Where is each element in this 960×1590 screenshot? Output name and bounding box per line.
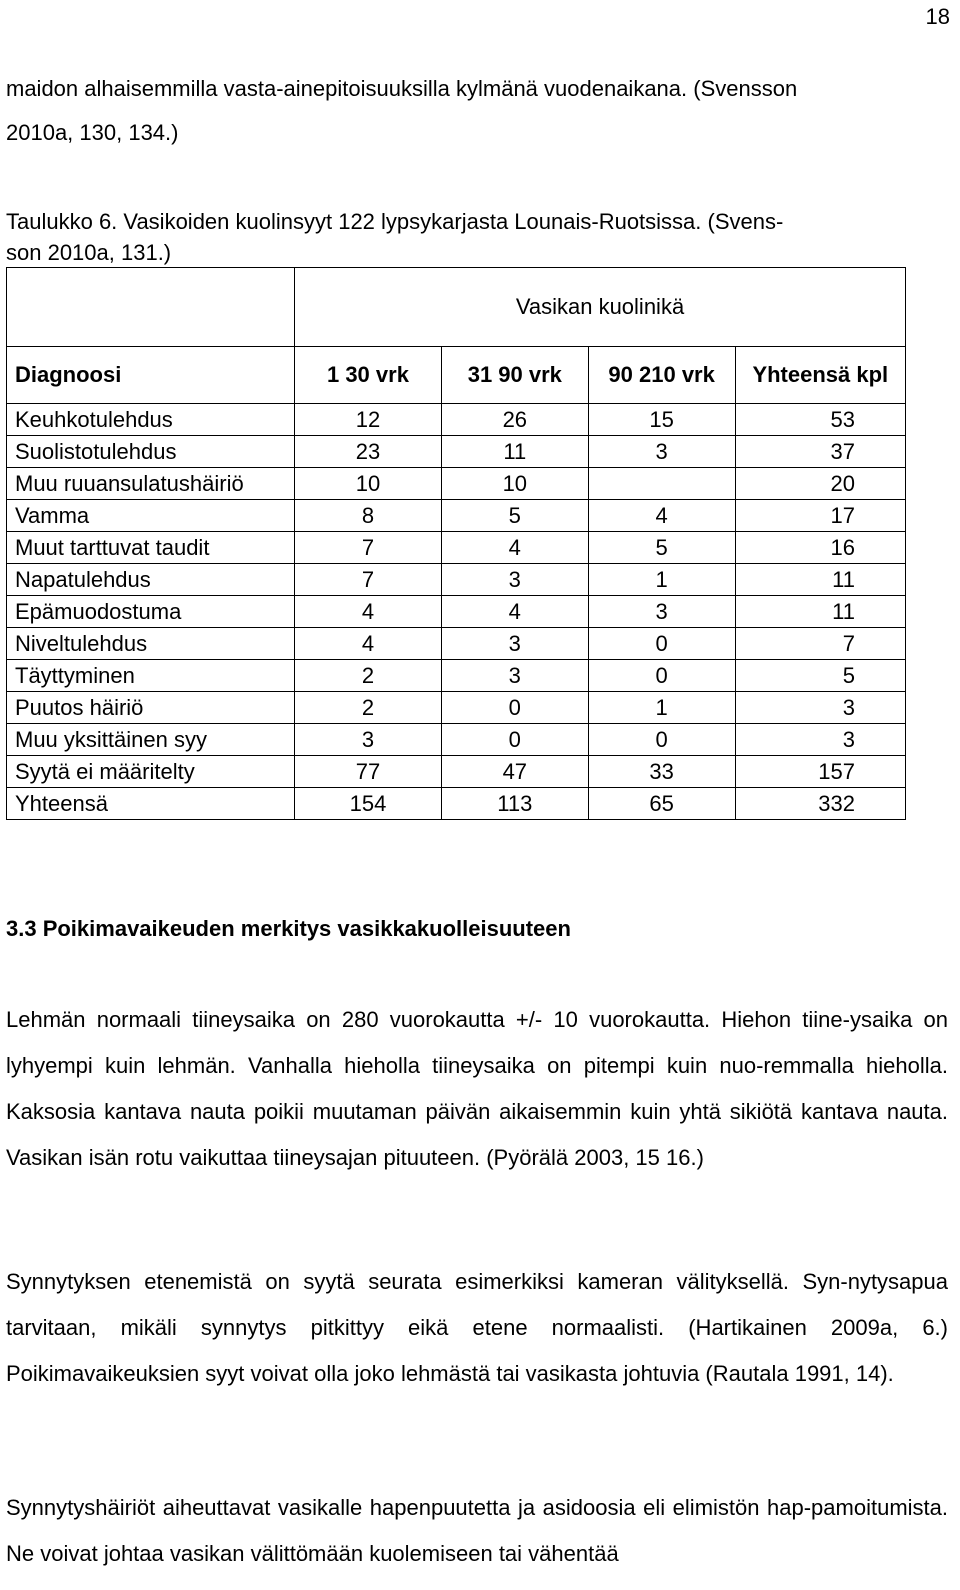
table-cell-diagnosis: Yhteensä xyxy=(7,788,295,820)
table-cell-diagnosis: Täyttyminen xyxy=(7,660,295,692)
table-row xyxy=(7,756,906,788)
intro-line-2: 2010a, 130, 134.) xyxy=(6,120,179,145)
table-cell-age-1-30: 10 xyxy=(295,468,442,500)
table-cell-age-31-90: 0 xyxy=(441,724,588,756)
table-cell-age-31-90: 47 xyxy=(441,756,588,788)
table-column-header-row xyxy=(7,347,906,404)
column-header-total: Yhteensä kpl xyxy=(735,347,905,404)
table-cell-diagnosis: Napatulehdus xyxy=(7,564,295,596)
table-cell-total: 332 xyxy=(735,788,905,820)
table-cell-total: 11 xyxy=(735,564,905,596)
table-row xyxy=(7,468,906,500)
page-number: 18 xyxy=(925,4,950,29)
table-cell-age-1-30: 7 xyxy=(295,564,442,596)
table-cell-age-90-210: 1 xyxy=(588,564,735,596)
table-cell-age-31-90: 26 xyxy=(441,404,588,436)
table-cell-total: 7 xyxy=(735,628,905,660)
intro-line-1: maidon alhaisemmilla vasta-ainepitoisuuksilla kylmänä vuodenaikana. (Svensson xyxy=(6,76,798,101)
table-row xyxy=(7,724,906,756)
table-cell-age-31-90: 3 xyxy=(441,660,588,692)
table-cell-age-31-90: 4 xyxy=(441,596,588,628)
table-caption-line-1: Taulukko 6. Vasikoiden kuolinsyyt 122 lypsykarjasta Lounais-Ruotsissa. (Svens- xyxy=(6,209,784,234)
table-cell-age-1-30: 4 xyxy=(295,628,442,660)
table-cell-diagnosis: Suolistotulehdus xyxy=(7,436,295,468)
table-row xyxy=(7,564,906,596)
table-cell-age-1-30: 12 xyxy=(295,404,442,436)
paragraph-birth-monitoring: Synnytyksen etenemistä on syytä seurata esimerkiksi kameran välityksellä. Syn-nytysapua tarvitaan, mikäli synnytys pitkittyy eikä etene normaalisti. (Hartikainen 2009a, 6.) Poikimavaikeuksien syyt voivat olla joko lehmästä tai vasikasta johtuvia (Rautala 1991, 14). xyxy=(6,1269,948,1386)
table-row xyxy=(7,596,906,628)
table-cell-age-31-90: 5 xyxy=(441,500,588,532)
table-cell-age-90-210: 0 xyxy=(588,628,735,660)
table-row xyxy=(7,788,906,820)
section-heading: 3.3 Poikimavaikeuden merkitys vasikkakuolleisuuteen xyxy=(6,916,571,941)
table-cell-age-90-210: 33 xyxy=(588,756,735,788)
column-header-1-30: 1 30 vrk xyxy=(295,347,442,404)
table-cell-diagnosis: Epämuodostuma xyxy=(7,596,295,628)
table-cell-age-90-210: 65 xyxy=(588,788,735,820)
table-cell-age-90-210: 0 xyxy=(588,724,735,756)
table-cell-age-90-210: 4 xyxy=(588,500,735,532)
column-header-31-90: 31 90 vrk xyxy=(441,347,588,404)
table-cell-total: 11 xyxy=(735,596,905,628)
table-cell-age-90-210: 3 xyxy=(588,596,735,628)
table-row xyxy=(7,692,906,724)
table-cell-age-1-30: 154 xyxy=(295,788,442,820)
table-cell-age-90-210: 5 xyxy=(588,532,735,564)
table-cell-age-31-90: 0 xyxy=(441,692,588,724)
table-cell-age-1-30: 8 xyxy=(295,500,442,532)
table-group-header-row xyxy=(7,268,906,347)
table-cell-age-1-30: 7 xyxy=(295,532,442,564)
table-cell-total: 16 xyxy=(735,532,905,564)
table-cell-diagnosis: Muu ruuansulatushäiriö xyxy=(7,468,295,500)
column-header-diagnosis: Diagnoosi xyxy=(7,347,295,404)
table-cell-diagnosis: Niveltulehdus xyxy=(7,628,295,660)
table-row xyxy=(7,404,906,436)
table-row xyxy=(7,436,906,468)
table-cell-age-90-210: 3 xyxy=(588,436,735,468)
table-cell-diagnosis: Vamma xyxy=(7,500,295,532)
table-cell-diagnosis: Keuhkotulehdus xyxy=(7,404,295,436)
table-empty-cell xyxy=(7,268,295,347)
table-cell-age-31-90: 3 xyxy=(441,564,588,596)
table-row xyxy=(7,500,906,532)
table-row xyxy=(7,660,906,692)
table-cell-diagnosis: Muu yksittäinen syy xyxy=(7,724,295,756)
table-cell-total: 53 xyxy=(735,404,905,436)
table-cell-age-31-90: 3 xyxy=(441,628,588,660)
table-cell-age-1-30: 23 xyxy=(295,436,442,468)
table-row xyxy=(7,532,906,564)
table-cell-age-31-90: 4 xyxy=(441,532,588,564)
table-body xyxy=(7,404,906,820)
table-cell-total: 3 xyxy=(735,724,905,756)
table-cell-age-1-30: 77 xyxy=(295,756,442,788)
table-cell-age-31-90: 113 xyxy=(441,788,588,820)
table-cell-diagnosis: Puutos häiriö xyxy=(7,692,295,724)
table-cell-diagnosis: Syytä ei määritelty xyxy=(7,756,295,788)
table-cell-total: 20 xyxy=(735,468,905,500)
table-row xyxy=(7,628,906,660)
cause-of-death-table xyxy=(6,267,906,820)
table-cell-age-90-210: 1 xyxy=(588,692,735,724)
table-cell-total: 5 xyxy=(735,660,905,692)
table-cell-age-1-30: 2 xyxy=(295,660,442,692)
table-cell-total: 17 xyxy=(735,500,905,532)
column-header-90-210: 90 210 vrk xyxy=(588,347,735,404)
table-cell-age-1-30: 2 xyxy=(295,692,442,724)
table-cell-age-1-30: 4 xyxy=(295,596,442,628)
table-cell-diagnosis: Muut tarttuvat taudit xyxy=(7,532,295,564)
table-cell-age-31-90: 11 xyxy=(441,436,588,468)
paragraph-birth-disorders: Synnytyshäiriöt aiheuttavat vasikalle hapenpuutetta ja asidoosia eli elimistön hap-pamoitumista. Ne voivat johtaa vasikan välittömään kuolemiseen tai vähentää xyxy=(6,1495,948,1566)
table-cell-age-90-210: 0 xyxy=(588,660,735,692)
table-cell-age-90-210: 15 xyxy=(588,404,735,436)
table-cell-age-31-90: 10 xyxy=(441,468,588,500)
table-cell-age-1-30: 3 xyxy=(295,724,442,756)
paragraph-gestation: Lehmän normaali tiineysaika on 280 vuorokautta +/- 10 vuorokautta. Hiehon tiine-ysaika on lyhyempi kuin lehmän. Vanhalla hieholla tiineysaika on pitempi kuin nuo-remmalla hieholla. Kaksosia kantava nauta poikii muutaman päivän aikaisemmin kuin yhtä sikiötä kantava nauta. Vasikan isän rotu vaikuttaa tiineysajan pituuteen. (Pyörälä 2003, 15 16.) xyxy=(6,1007,948,1170)
table-cell-total: 37 xyxy=(735,436,905,468)
age-group-header: Vasikan kuolinikä xyxy=(295,268,906,347)
table-caption-line-2: son 2010a, 131.) xyxy=(6,240,172,265)
table-cell-age-90-210 xyxy=(588,468,735,500)
table-cell-total: 3 xyxy=(735,692,905,724)
table-cell-total: 157 xyxy=(735,756,905,788)
